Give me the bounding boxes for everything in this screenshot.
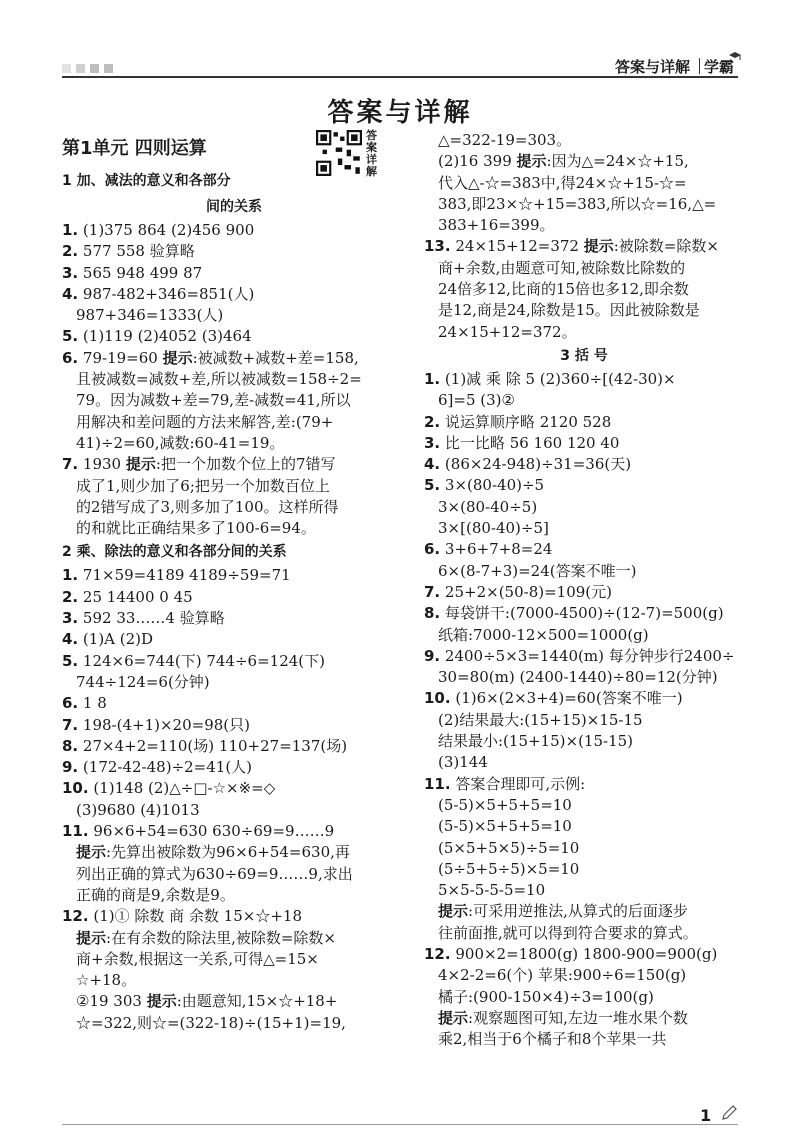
page-number: 1 (700, 1106, 712, 1125)
answer-item (424, 412, 744, 433)
answer-text: 24×15+12=372 (455, 237, 584, 256)
answer-text: 383,即23×☆+15=383,所以☆=16,△= (438, 194, 717, 213)
answer-line (62, 390, 406, 411)
header-divider (699, 58, 700, 74)
answer-line (62, 476, 406, 497)
hint-label: 提示 (438, 902, 469, 921)
answer-line (424, 710, 744, 731)
question-number: 12. (62, 907, 89, 926)
answer-text: 3+6+7+8=24 (444, 540, 553, 559)
answer-line (62, 842, 406, 863)
answer-text: 2400÷5×3=1440(m) 每分钟步行2400÷ (444, 646, 735, 665)
left-column (62, 130, 406, 1034)
section-heading: 间的关系 (206, 199, 262, 215)
answer-text: 是12,商是24,除数是15。因此被除数是 (438, 301, 700, 320)
answer-text: (1)减 乘 除 5 (2)360÷[(42-30)× (444, 369, 676, 388)
question-number: 8. (424, 604, 441, 623)
answer-text: 3×(80-40)÷5 (444, 476, 545, 495)
question-number: 1. (424, 369, 441, 388)
answer-item (424, 688, 744, 709)
answer-line (62, 1013, 406, 1034)
answer-line (424, 987, 744, 1008)
hint-text: :因为△=24×☆+15, (546, 152, 689, 171)
answer-line (424, 667, 744, 688)
answer-text: 987+346=1333(人) (76, 306, 224, 325)
answer-text: (5×5+5×5)÷5=10 (438, 838, 580, 857)
question-number: 3. (424, 433, 441, 452)
hint-text: :被减数+减数+差=158, (192, 348, 359, 367)
answer-text: (172-42-48)÷2=41(人) (82, 758, 253, 777)
answer-text: 383+16=399。 (438, 216, 555, 235)
question-number: 11. (424, 774, 451, 793)
header-rule (62, 76, 738, 78)
answer-text: 6×(8-7+3)=24(答案不唯一) (438, 561, 637, 580)
hint-text: :把一个加数个位上的7错写 (155, 455, 336, 474)
answer-text: 198-(4+1)×20=98(只) (82, 715, 250, 734)
answer-text: ☆+18。 (76, 971, 137, 990)
answer-item (424, 475, 744, 496)
right-answers (424, 130, 744, 1050)
answer-line (424, 258, 744, 279)
answer-text: 744÷124=6(分钟) (76, 672, 210, 691)
answer-item (62, 263, 406, 284)
answer-text: 565 948 499 87 (82, 263, 203, 282)
hint-label: 提示 (76, 928, 107, 947)
answer-line (62, 672, 406, 693)
answer-text: 124×6=744(下) 744÷6=124(下) (82, 651, 325, 670)
answer-text: ②19 303 (76, 992, 147, 1011)
qr-code-icon[interactable] (316, 130, 362, 176)
answer-line (62, 497, 406, 518)
question-number: 2. (62, 242, 79, 261)
answer-item (62, 778, 406, 799)
answer-line (62, 991, 406, 1012)
answer-text: (1)6×(2×3+4)=60(答案不唯一) (455, 689, 683, 708)
answer-line (62, 949, 406, 970)
answer-text: 1930 (82, 455, 126, 474)
hint-label: 提示 (516, 152, 547, 171)
answer-text: (1)A (2)D (82, 630, 154, 649)
answer-line (62, 864, 406, 885)
answer-text: (5-5)×5+5+5=10 (438, 817, 572, 836)
answer-text: 说运算顺序略 2120 528 (444, 412, 612, 431)
answer-text: 3×(80-40÷5) (438, 497, 538, 516)
answer-text: 987-482+346=851(人) (82, 284, 255, 303)
answer-text: 且被减数=减数+差,所以被减数=158÷2= (76, 370, 362, 389)
answer-line (424, 901, 744, 922)
answer-item (424, 646, 744, 667)
answer-text: 27×4+2=110(场) 110+27=137(场) (82, 736, 348, 755)
answer-item (62, 326, 406, 347)
answer-text: 25+2×(50-8)=109(元) (444, 582, 612, 601)
answer-text: △=322-19=303。 (438, 131, 572, 149)
answer-text: (5÷5+5÷5)×5=10 (438, 859, 580, 878)
answer-text: 4×2-2=6(个) 苹果:900÷6=150(g) (438, 966, 687, 985)
hint-text: :可采用逆推法,从算式的后面逐步 (468, 902, 688, 921)
answer-text: (3)9680 (4)1013 (76, 800, 200, 819)
answer-text: (5-5)×5+5+5=10 (438, 795, 572, 814)
answer-line (424, 130, 744, 151)
answer-line (424, 151, 744, 172)
pencil-icon (720, 1104, 738, 1122)
answer-text: 71×59=4189 4189÷59=71 (82, 566, 291, 585)
hint-text: :观察题图可知,左边一堆水果个数 (468, 1008, 688, 1027)
answer-line (424, 838, 744, 859)
answer-text: 正确的商是9,余数是9。 (76, 885, 235, 904)
answer-item (424, 236, 744, 257)
answer-text: (1)148 (2)△÷□-☆×※=◇ (93, 779, 276, 798)
hint-text: :被除数=除数× (613, 237, 719, 256)
answer-item (424, 944, 744, 965)
left-answers (62, 168, 406, 1034)
answer-text: 商+余数,由题意可知,被除数比除数的 (438, 258, 686, 277)
answer-line (424, 215, 744, 236)
answer-item (62, 348, 406, 369)
answer-item (62, 220, 406, 241)
answer-line (62, 433, 406, 454)
answer-text: 79-19=60 (82, 348, 163, 367)
question-number: 4. (62, 284, 79, 303)
hint-text: :由题意知,15×☆+18+ (176, 992, 338, 1011)
answer-text: 列出正确的算式为630÷69=9……9,求出 (76, 864, 353, 883)
header-decoration (62, 64, 113, 73)
answer-item (424, 603, 744, 624)
answer-text: (3)144 (438, 753, 488, 772)
answer-line (424, 965, 744, 986)
question-number: 10. (62, 779, 89, 798)
answer-text: 纸箱:7000-12×500=1000(g) (438, 625, 649, 644)
answer-line (424, 300, 744, 321)
question-number: 1. (62, 221, 79, 239)
answer-text: 比一比略 56 160 120 40 (444, 433, 620, 452)
question-number: 1. (62, 566, 79, 585)
answer-text: 24×15+12=372。 (438, 322, 577, 341)
answer-text: 答案合理即可,示例: (455, 774, 586, 793)
answer-line (424, 923, 744, 944)
answer-item (62, 454, 406, 475)
question-number: 7. (424, 582, 441, 601)
answer-text: 79。因为减数+差=79,差-减数=41,所以 (76, 391, 351, 410)
answer-text: 3×[(80-40)÷5] (438, 519, 549, 538)
answer-item (62, 715, 406, 736)
answer-line (424, 731, 744, 752)
answer-text: 用解决和差问题的方法来解答,差:(79+ (76, 412, 334, 431)
graduation-cap-icon (728, 50, 742, 64)
answer-item (62, 284, 406, 305)
answer-line (424, 279, 744, 300)
question-number: 2. (62, 587, 79, 606)
answer-text: 592 33……4 验算略 (82, 609, 225, 628)
question-number: 9. (424, 646, 441, 665)
page-header (0, 0, 800, 90)
question-number: 2. (424, 412, 441, 431)
answer-item (424, 774, 744, 795)
answer-item (62, 587, 406, 608)
answer-text: (2)16 399 (438, 152, 517, 171)
answer-line (424, 173, 744, 194)
footer-rule (62, 1124, 738, 1125)
answer-line (424, 752, 744, 773)
question-number: 3. (62, 263, 79, 282)
answer-line (424, 625, 744, 646)
answer-line (62, 928, 406, 949)
answer-line (62, 885, 406, 906)
hint-label: 提示 (76, 843, 107, 862)
hint-label: 提示 (146, 992, 177, 1011)
answer-text: (1)375 864 (2)456 900 (82, 221, 255, 239)
answer-text: 商+余数,根据这一关系,可得△=15× (76, 949, 319, 968)
answer-line (424, 390, 744, 411)
answer-line (424, 322, 744, 343)
answer-line (424, 795, 744, 816)
answer-line (62, 412, 406, 433)
answer-line (424, 497, 744, 518)
section-heading: 3 括 号 (560, 347, 608, 364)
question-number: 13. (424, 237, 451, 256)
answer-text: 900×2=1800(g) 1800-900=900(g) (455, 944, 718, 963)
question-number: 6. (424, 540, 441, 559)
answer-item (62, 608, 406, 629)
answer-line (62, 518, 406, 539)
question-number: 10. (424, 689, 451, 708)
page-title: 答案与详解 (327, 98, 473, 128)
answer-line (62, 970, 406, 991)
answer-item (424, 433, 744, 454)
section-heading: 1 加、减法的意义和各部分 (62, 173, 231, 189)
answer-item (424, 369, 744, 390)
answer-text: (1)① 除数 商 余数 15×☆+18 (93, 907, 302, 926)
answer-text: (1)119 (2)4052 (3)464 (82, 327, 252, 346)
answer-line (424, 1008, 744, 1029)
brand-logo: 学霸 (703, 58, 734, 76)
answer-text: 每袋饼干:(7000-4500)÷(12-7)=500(g) (444, 604, 724, 623)
answer-item (62, 736, 406, 757)
answer-text: 30=80(m) (2400-1440)÷80=12(分钟) (438, 668, 718, 687)
answer-text: 成了1,则少加了6;把另一个加数百位上 (76, 476, 330, 495)
answer-text: 577 558 验算略 (82, 242, 195, 261)
question-number: 4. (62, 630, 79, 649)
question-number: 8. (62, 736, 79, 755)
answer-item (424, 582, 744, 603)
section-heading: 2 乘、除法的意义和各部分间的关系 (62, 544, 287, 561)
answer-text: (86×24-948)÷31=36(天) (444, 455, 632, 474)
hint-label: 提示 (438, 1008, 469, 1027)
answer-item (62, 565, 406, 586)
answer-text: ☆=322,则☆=(322-18)÷(15+1)=19, (76, 1013, 346, 1032)
answer-text: 乘2,相当于6个橘子和8个苹果一共 (438, 1030, 667, 1049)
question-number: 9. (62, 758, 79, 777)
answer-text: 往前面推,就可以得到符合要求的算式。 (438, 923, 698, 942)
question-number: 7. (62, 455, 79, 474)
answer-item (62, 906, 406, 927)
answer-text: 代入△-☆=383中,得24×☆+15-☆= (438, 173, 687, 192)
answer-text: 结果最小:(15+15)×(15-15) (438, 732, 634, 751)
answer-line (62, 369, 406, 390)
answer-line (424, 194, 744, 215)
answer-item (62, 241, 406, 262)
answer-line (424, 1029, 744, 1050)
question-number: 11. (62, 822, 89, 841)
hint-text: :先算出被除数为96×6+54=630,再 (106, 843, 350, 862)
right-column (424, 130, 744, 1050)
question-number: 6. (62, 694, 79, 713)
answer-text: 5×5-5-5-5=10 (438, 881, 546, 900)
answer-item (62, 629, 406, 650)
unit-title-text: 第1单元 四则运算 (62, 138, 207, 159)
hint-label: 提示 (125, 455, 156, 474)
answer-line (424, 561, 744, 582)
answer-item (424, 539, 744, 560)
qr-label: 答案详解 (366, 129, 377, 178)
answer-item (424, 454, 744, 475)
question-number: 3. (62, 609, 79, 628)
answer-line (424, 859, 744, 880)
answer-text: 1 8 (82, 694, 107, 713)
answer-item (62, 693, 406, 714)
hint-text: :在有余数的除法里,被除数=除数× (106, 928, 336, 947)
answer-text: 25 14400 0 45 (82, 587, 193, 606)
hint-label: 提示 (583, 237, 614, 256)
answer-text: 橘子:(900-150×4)÷3=100(g) (438, 987, 654, 1006)
answer-line (62, 305, 406, 326)
question-number: 4. (424, 455, 441, 474)
answer-text: 24倍多12,比商的15倍也多12,即余数 (438, 280, 689, 299)
question-number: 6. (62, 348, 79, 367)
question-number: 12. (424, 944, 451, 963)
answer-item (62, 757, 406, 778)
answer-line (424, 518, 744, 539)
answer-line (424, 880, 744, 901)
answer-text: 41)÷2=60,减数:60-41=19。 (76, 433, 285, 452)
answer-text: 的和就比正确结果多了100-6=94。 (76, 519, 316, 538)
question-number: 5. (424, 476, 441, 495)
answer-item (62, 651, 406, 672)
question-number: 5. (62, 327, 79, 346)
answer-line (62, 800, 406, 821)
header-label: 答案与详解 (614, 58, 690, 76)
answer-text: 96×6+54=630 630÷69=9……9 (93, 822, 335, 841)
answer-text: (2)结果最大:(15+15)×15-15 (438, 710, 643, 729)
answer-text: 6]=5 (3)② (438, 391, 515, 410)
answer-line (424, 816, 744, 837)
answer-text: 的2错写成了3,则多加了100。这样所得 (76, 497, 339, 516)
answer-item (62, 821, 406, 842)
hint-label: 提示 (162, 348, 193, 367)
question-number: 5. (62, 651, 79, 670)
question-number: 7. (62, 715, 79, 734)
